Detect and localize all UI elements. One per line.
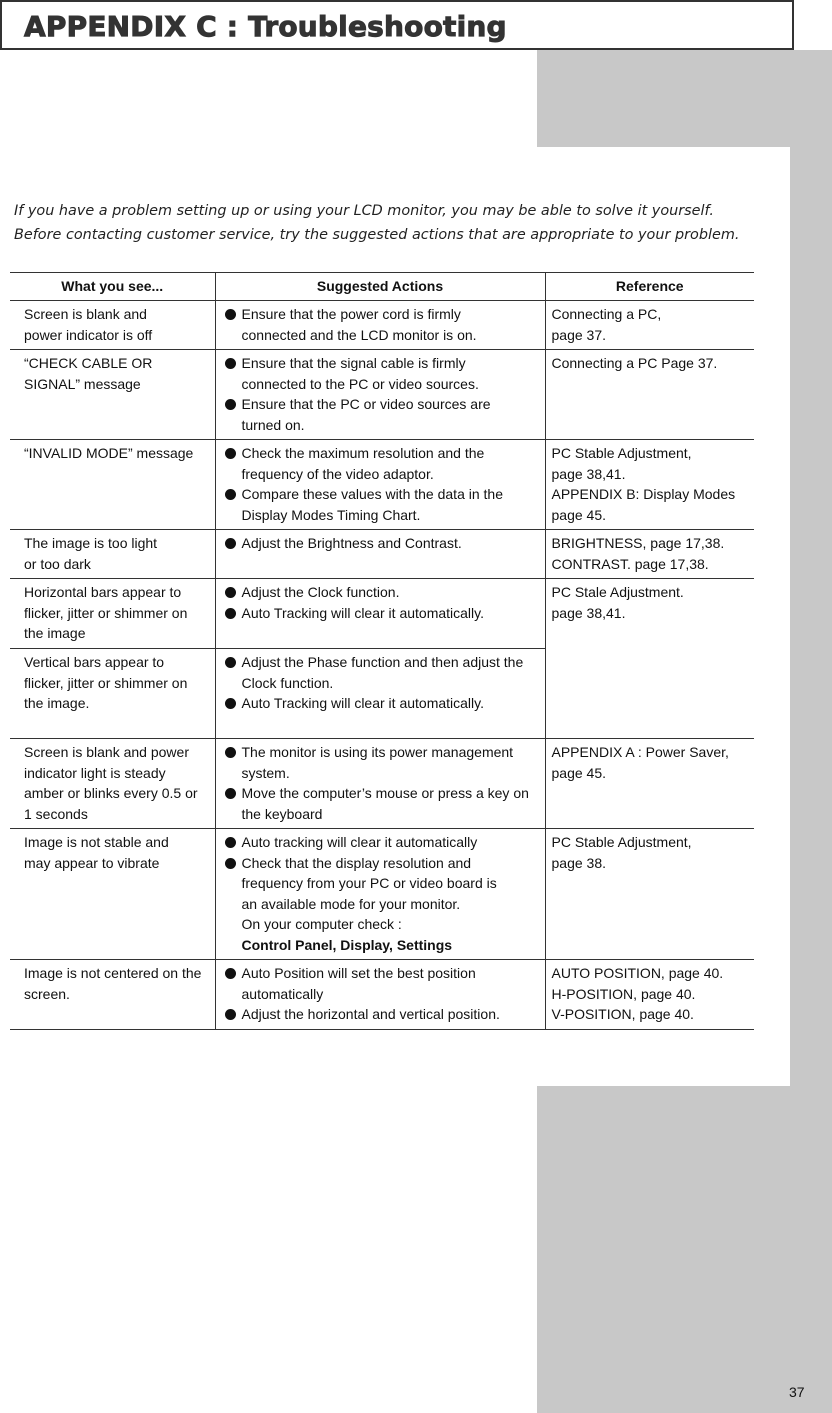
cell-symptom [10,960,215,1030]
cell-symptom [10,649,215,739]
table-row [10,301,754,350]
action-line: Adjust the Clock function. [241,584,400,600]
reference-line: page 37. [551,326,606,343]
table-row [10,960,754,1030]
troubleshooting-table [10,272,754,1030]
cell-actions [215,960,545,1030]
action-line: Display Modes Timing Chart. [241,506,421,523]
reference-line: page 38,41. [551,465,626,482]
reference-line: Connecting a PC, [551,306,662,322]
cell-symptom [10,579,215,649]
action-item [224,693,541,714]
action-item [224,603,541,624]
action-line: Ensure that the power cord is firmly [241,306,461,322]
reference-line: page 38. [551,854,606,871]
cell-symptom [10,829,215,960]
cell-actions [215,649,545,739]
cell-actions [215,301,545,350]
symptom-line: Horizontal bars appear to [24,584,182,600]
cell-reference [545,440,754,530]
table-row [10,739,754,829]
action-item [224,832,541,853]
action-line: automatically [241,985,324,1002]
action-item [224,394,541,435]
reference-line: page 45. [551,506,606,523]
symptom-line: “CHECK CABLE OR [24,355,153,371]
action-line: Check the maximum resolution and the [241,445,485,461]
table-body [10,301,754,1030]
cell-actions [215,440,545,530]
page-title: APPENDIX C : Troubleshooting [24,10,507,43]
action-line: turned on. [241,416,305,433]
action-item [224,443,541,484]
action-line: On your computer check : [241,916,402,932]
intro-text [14,199,774,247]
symptom-line: Screen is blank and [24,306,147,322]
reference-line: H-POSITION, page 40. [551,985,696,1002]
symptom-line: flicker, jitter or shimmer on [24,674,188,691]
reference-line: page 38,41. [551,604,626,621]
intro-line-2: Before contacting customer service, try the suggested actions that are appropriate to your problem. [14,227,740,243]
page-header [0,0,794,50]
cell-reference [545,301,754,350]
action-line: Auto Position will set the best position [241,965,476,981]
symptom-line: “INVALID MODE” message [24,445,194,461]
side-band-right [790,50,832,1086]
action-item [224,353,541,394]
action-bold-line: Control Panel, Display, Settings [241,936,453,953]
symptom-line: power indicator is off [24,326,153,343]
table-row [10,350,754,440]
action-item [224,742,541,783]
table-row [10,579,754,649]
action-line: Adjust the Brightness and Contrast. [241,535,462,551]
action-line: an available mode for your monitor. [241,895,461,912]
action-line: Move the computer’s mouse or press a key on [241,785,529,801]
page-number: 37 [789,1384,805,1400]
reference-line: PC Stable Adjustment, [551,834,692,850]
table-row [10,440,754,530]
symptom-line: or too dark [24,555,91,572]
action-item [224,1004,541,1025]
action-line: Auto Tracking will clear it automatically. [241,695,484,711]
action-line: connected to the PC or video sources. [241,375,479,392]
cell-reference [545,579,754,739]
side-band-top [537,50,791,147]
action-line: connected and the LCD monitor is on. [241,326,477,343]
cell-reference [545,960,754,1030]
reference-line: page 45. [551,764,606,781]
reference-line: CONTRAST. page 17,38. [551,555,709,572]
reference-line: APPENDIX B: Display Modes [551,486,736,502]
action-line: the keyboard [241,805,323,822]
symptom-line: amber or blinks every 0.5 or [24,785,198,801]
cell-actions [215,829,545,960]
action-line: Compare these values with the data in the [241,486,503,502]
column-header-see: What you see... [10,273,215,301]
action-line: Ensure that the PC or video sources are [241,396,491,412]
action-line: Clock function. [241,674,334,691]
table-row [10,829,754,960]
action-line: Adjust the Phase function and then adjust the [241,654,524,670]
action-item [224,484,541,525]
action-line: frequency of the video adaptor. [241,465,434,482]
symptom-line: SIGNAL” message [24,375,141,392]
table-row [10,530,754,579]
cell-actions [215,579,545,649]
action-item [224,783,541,824]
symptom-line: Vertical bars appear to [24,654,165,670]
reference-line: AUTO POSITION, page 40. [551,965,724,981]
symptom-line: screen. [24,985,70,1002]
symptom-line: flicker, jitter or shimmer on [24,604,188,621]
reference-line: V-POSITION, page 40. [551,1006,694,1022]
cell-reference [545,739,754,829]
table-header-row [10,273,754,301]
symptom-line: Image is not centered on the [24,965,202,981]
symptom-line: indicator light is steady [24,764,166,781]
action-item [224,533,541,554]
action-line: Adjust the horizontal and vertical position. [241,1006,500,1022]
action-item [224,582,541,603]
action-line: Ensure that the signal cable is firmly [241,355,466,371]
symptom-line: 1 seconds [24,805,88,822]
action-line: Auto Tracking will clear it automatically. [241,604,484,621]
side-band-bottom [537,1086,832,1413]
cell-symptom [10,301,215,350]
cell-actions [215,530,545,579]
intro-line-1: If you have a problem setting up or using your LCD monitor, you may be able to solve it yourself. [14,203,714,219]
reference-line: BRIGHTNESS, page 17,38. [551,535,725,551]
action-line: system. [241,764,290,781]
reference-line: APPENDIX A : Power Saver, [551,744,729,760]
symptom-line: Image is not stable and [24,834,169,850]
reference-line: Connecting a PC Page 37. [551,355,718,371]
cell-reference [545,829,754,960]
column-header-actions: Suggested Actions [215,273,545,301]
action-item [224,652,541,693]
action-line: The monitor is using its power management [241,744,514,760]
reference-line: PC Stale Adjustment. [551,584,684,600]
cell-actions [215,739,545,829]
symptom-line: The image is too light [24,535,158,551]
symptom-line: the image. [24,695,90,711]
column-header-reference: Reference [545,273,754,301]
reference-line: PC Stable Adjustment, [551,445,692,461]
symptom-line: the image [24,625,86,641]
symptom-line: Screen is blank and power [24,744,189,760]
cell-reference [545,530,754,579]
action-item [224,304,541,345]
action-item [224,963,541,1004]
cell-reference [545,350,754,440]
cell-symptom [10,350,215,440]
action-line: frequency from your PC or video board is [241,875,497,891]
cell-actions [215,350,545,440]
cell-symptom [10,739,215,829]
cell-symptom [10,440,215,530]
action-item [224,853,541,956]
cell-symptom [10,530,215,579]
action-line: Auto tracking will clear it automatically [241,834,478,850]
action-line: Check that the display resolution and [241,854,472,871]
symptom-line: may appear to vibrate [24,854,160,871]
